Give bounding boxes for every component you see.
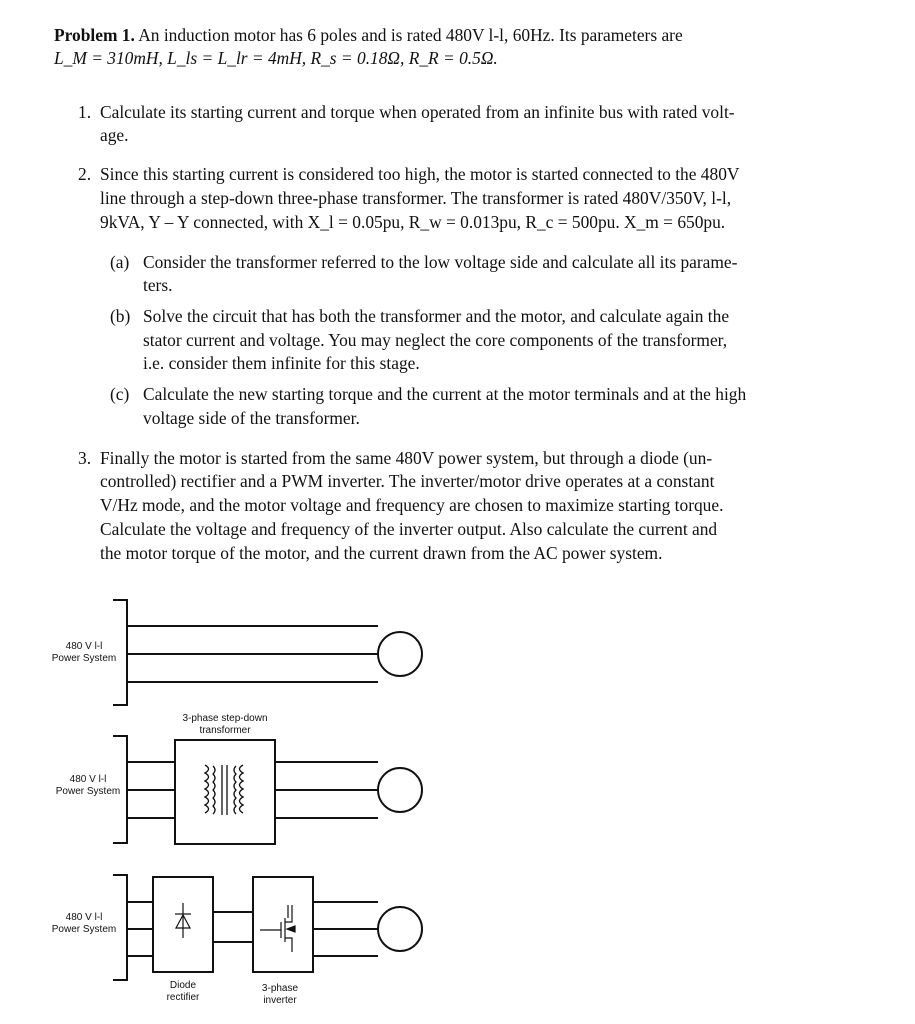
subitem-a-line-2: ters. — [143, 275, 173, 295]
power-system-label-2: 480 V l-l Power System — [55, 774, 121, 797]
item-2-line-3: 9kVA, Y – Y connected, with X_l = 0.05pu, R_w = 0.013pu, R_c = 500pu. X_m = 650pu. — [100, 212, 726, 232]
problem-intro-line-2: L_M = 310mH, L_ls = L_lr = 4mH, R_s = 0.18Ω, R_R = 0.5Ω. — [54, 48, 498, 68]
power-system-label-1: 480 V l-l Power System — [51, 641, 117, 664]
subitem-b-line-1: Solve the circuit that has both the transformer and the motor, and calculate again the — [143, 306, 730, 326]
item-1-line-1: Calculate its starting current and torque when operated from an infinite bus with rated volt- — [100, 102, 735, 122]
item-2-line-2: line through a step-down three-phase transformer. The transformer is rated 480V/350V, l-l, — [100, 188, 732, 208]
item-3-line-3: V/Hz mode, and the motor voltage and frequency are chosen to maximize starting torque. — [100, 495, 724, 515]
item-3-line-2: controlled) rectifier and a PWM inverter. The inverter/motor drive operates at a constant — [100, 471, 715, 491]
item-1-line-2: age. — [100, 125, 129, 145]
subitem-label-b: (b) — [110, 306, 131, 326]
subitem-c-line-1: Calculate the new starting torque and the current at the motor terminals and at the high — [143, 384, 747, 404]
item-number-2: 2. — [78, 164, 92, 184]
transformer-label: 3-phase step-down transformer — [182, 713, 268, 736]
item-3-line-1: Finally the motor is started from the same 480V power system, but through a diode (un- — [100, 448, 713, 468]
problem-label: Problem 1. — [54, 25, 135, 45]
diagram-drive-start — [113, 875, 422, 980]
subitem-c-line-2: voltage side of the transformer. — [143, 408, 360, 428]
item-number-1: 1. — [78, 102, 92, 122]
inverter-label: 3-phase inverter — [261, 983, 299, 1006]
subitem-b-line-2: stator current and voltage. You may neglect the core components of the transformer, — [143, 330, 728, 350]
subitem-b-line-3: i.e. consider them infinite for this stage. — [143, 353, 420, 373]
subitem-label-a: (a) — [110, 252, 130, 272]
item-number-3: 3. — [78, 448, 92, 468]
power-system-label-3: 480 V l-l Power System — [51, 912, 117, 935]
item-2-line-1: Since this starting current is considered too high, the motor is started connected to the 480V — [100, 164, 740, 184]
motor-icon — [378, 907, 422, 951]
item-3-line-4: Calculate the voltage and frequency of the inverter output. Also calculate the current and — [100, 519, 718, 539]
diagram-transformer-start — [113, 736, 422, 844]
item-3-line-5: the motor torque of the motor, and the current drawn from the AC power system. — [100, 543, 663, 563]
inverter-box — [253, 877, 313, 972]
diagram-direct-start — [113, 600, 422, 705]
motor-icon — [378, 768, 422, 812]
subitem-label-c: (c) — [110, 384, 130, 404]
problem-intro-text-1: An induction motor has 6 poles and is rated 480V l-l, 60Hz. Its parameters are — [138, 25, 683, 45]
motor-icon — [378, 632, 422, 676]
transformer-box — [175, 740, 275, 844]
rectifier-label: Diode rectifier — [166, 980, 200, 1003]
subitem-a-line-1: Consider the transformer referred to the low voltage side and calculate all its parame- — [143, 252, 738, 272]
